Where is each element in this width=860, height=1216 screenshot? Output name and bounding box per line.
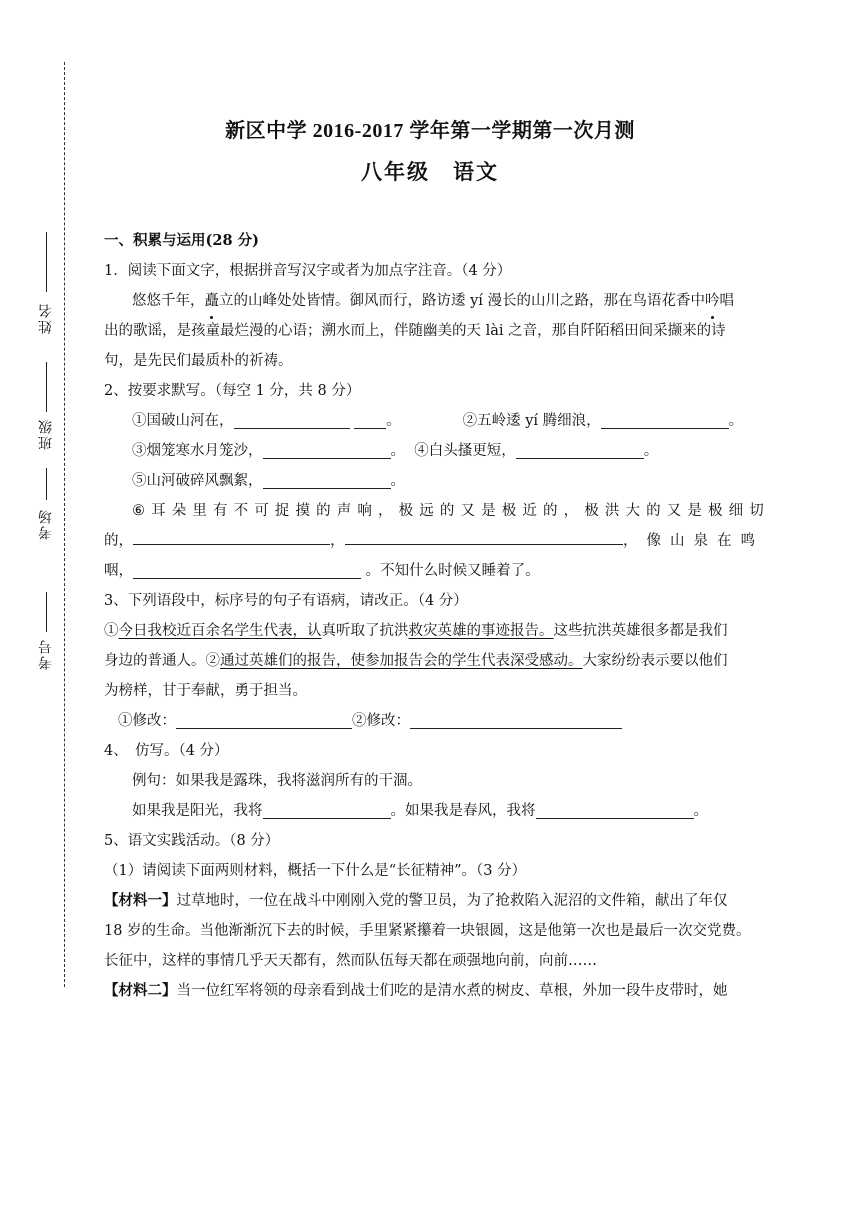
q1-stem: 1．阅读下面文字，根据拼音写汉字或者为加点字注音。（4 分） [104, 263, 512, 279]
q2-item-6-char: 不 [233, 503, 249, 519]
name-field [34, 232, 58, 344]
q3-fix-1-label: ①修改： [118, 713, 176, 729]
q2-item-6-part-c: ，像山泉在鸣 [623, 533, 764, 549]
q5-material-1-text-1: 过草地时，一位在战斗中刚刚入党的警卫员，为了抢救陷入泥沼的文件箱，献出了年仅 [176, 893, 728, 909]
binding-dashed-line [64, 62, 65, 987]
q2-item-4-end: 。 [643, 443, 659, 459]
q2-item-6-char: 又 [666, 503, 682, 519]
exam-content [104, 226, 764, 1006]
q3-fix-1-blank[interactable] [176, 710, 352, 729]
class-field-label: 班级 [38, 418, 54, 450]
q2-item-6-char: 极 [708, 503, 723, 519]
q5-material-1-line-1 [104, 886, 764, 916]
q2-blank-3[interactable] [263, 440, 391, 459]
q3-text-2b: 大家纷纷表示要以他们 [582, 653, 728, 669]
q1-passage-line-2: 出的歌谣，是孩童最烂漫的心语；溯水而上，伴随幽美的天 lài 之音，那自阡陌稻田间采撷来的诗 [104, 323, 726, 339]
q5-material-2-text-1: 当一位红军将领的母亲看到战士们吃的是清水煮的树皮、草根，外加一段牛皮带时，她 [176, 983, 728, 999]
q3-fix-2-label: ②修改： [352, 713, 410, 729]
q2-item-6-char: 朵 [171, 503, 187, 519]
q2-item-5-end: 。 [390, 473, 405, 489]
class-field [34, 362, 58, 474]
q3-fix-row [104, 706, 764, 736]
exam-subtitle: 八年级 语文 [361, 160, 499, 184]
q1-passage-line-3: 句，是先民们最质朴的祈祷。 [104, 353, 293, 369]
exam-number-field [34, 592, 58, 692]
room-field [34, 468, 58, 580]
q2-item-2: ②五岭逶 yí 腾细浪， [462, 413, 601, 429]
q2-row-2 [104, 436, 764, 466]
q1-passage-line-1 [104, 286, 764, 316]
q5-material-1-line-2: 18 岁的生命。当他渐渐沉下去的时候，手里紧紧攥着一块银圆，这是他第一次也是最后一次交党费。 [104, 923, 751, 939]
q2-blank-6b[interactable] [345, 526, 623, 545]
exam-number-field-line [46, 592, 47, 632]
q2-item-6-char: 可 [254, 503, 269, 519]
q2-row-6 [104, 556, 764, 586]
q4-example: 例句：如果我是露珠，我将滋润所有的干涸。 [132, 773, 422, 789]
q5-sub-1: （1）请阅读下面两则材料，概括一下什么是“长征精神”。（3 分） [104, 863, 527, 879]
q2-item-6-char: 近 [522, 503, 537, 519]
q2-item-6-part-d: 咽， [104, 563, 133, 579]
q4-blank-2[interactable] [536, 800, 694, 819]
q3-marker-1: ① [104, 623, 119, 639]
q2-item-1-end: 。 [386, 413, 401, 429]
q2-item-4: ④白头搔更短， [414, 443, 516, 459]
q2-item-6-char: 声 [336, 503, 352, 519]
q2-item-3-end: 。 [390, 443, 405, 459]
q4-blank-1[interactable] [263, 800, 391, 819]
q2-blank-4[interactable] [516, 440, 644, 459]
q2-item-6-char: 的 [316, 503, 331, 519]
exam-number-field-label: 考号 [38, 638, 54, 670]
q2-item-6-char: 的 [439, 503, 455, 519]
q2-item-6-char: 是 [481, 503, 496, 519]
q5-material-1-line-3: 长征中，这样的事情几乎天天都有，然而队伍每天都在顽强地向前，向前…… [104, 953, 597, 969]
exam-title: 新区中学 2016-2017 学年第一学期第一次月测 [225, 120, 635, 142]
q1-dotted-char-2: 吟 [705, 286, 720, 316]
q4-answer-row [104, 796, 764, 826]
q4-text-b: 。如果我是春风，我将 [390, 803, 536, 819]
q2-item-6-char: 切 [749, 503, 764, 519]
q1-text-a: 悠悠千年， [132, 293, 205, 309]
q5-stem: 5、语文实践活动。（8 分） [104, 833, 280, 849]
q3-passage-line-3: 为榜样，甘于奉献，勇于担当。 [104, 683, 307, 699]
q2-item-6-line [132, 496, 764, 526]
q2-item-6-char: 里 [192, 503, 207, 519]
q2-item-6-char: 又 [460, 503, 475, 519]
q2-item-6-char: 极 [584, 503, 599, 519]
q2-item-6-part-a: 的， [104, 533, 133, 549]
q3-underlined-1b: 救灾英雄的事迹报告。 [408, 623, 554, 639]
q4-text-a: 如果我是阳光，我将 [132, 803, 263, 819]
q3-passage-line-1 [104, 616, 764, 646]
name-field-line [46, 232, 47, 292]
q3-stem: 3、下列语段中，标序号的句子有语病，请改正。（4 分） [104, 593, 468, 609]
q2-item-3: ③烟笼寒水月笼沙， [132, 443, 263, 459]
q1-dotted-char-1: 矗 [205, 286, 220, 316]
q3-text-2a: 身边的普通人。② [104, 653, 220, 669]
q2-item-6-char: 有 [213, 503, 228, 519]
q2-item-6-char: ， [563, 503, 579, 519]
q2-item-6-char: 捉 [274, 503, 290, 519]
q3-underlined-2: 通过英雄们的报告，使参加报告会的学生代表深受感动。 [220, 653, 583, 669]
q2-row-5 [104, 526, 764, 556]
q2-item-6-char: 洪 [604, 503, 620, 519]
q2-item-6-part-b: ， [330, 533, 345, 549]
q2-blank-2[interactable] [601, 410, 729, 429]
q5-material-2-label: 【材料二】 [104, 982, 177, 999]
q2-item-6-char: 大 [625, 503, 640, 519]
room-field-line [46, 468, 47, 500]
q2-item-6-char: 摸 [295, 503, 310, 519]
class-field-line [46, 362, 47, 412]
q2-row-1 [104, 406, 764, 436]
q3-text-1b: 真听取了抗洪 [321, 623, 409, 639]
room-field-label: 考场 [38, 508, 54, 540]
q2-stem: 2、按要求默写。（每空 1 分，共 8 分） [104, 383, 361, 399]
q1-text-b: 立的山峰处处皆情。御风而行，路访逶 yí 漫长的山川之路，那在鸟语花香中 [219, 293, 706, 309]
q2-item-6-char: 细 [728, 503, 744, 519]
q2-blank-5[interactable] [263, 470, 391, 489]
section-heading: 一、积累与运用(28 分) [104, 232, 259, 249]
q2-blank-6a[interactable] [133, 526, 330, 545]
q2-item-6-char: 远 [419, 503, 434, 519]
q2-item-6-char: 的 [543, 503, 558, 519]
q2-item-6-char: ， [378, 503, 393, 519]
q2-item-6-char: 是 [687, 503, 702, 519]
q2-item-6-char: 响 [357, 503, 372, 519]
q2-item-6-char: 的 [646, 503, 661, 519]
q2-blank-1b[interactable] [354, 410, 386, 429]
q2-blank-1[interactable] [234, 410, 350, 429]
q2-row-3 [104, 466, 764, 496]
q2-item-5: ⑤山河破碎风飘絮， [132, 473, 263, 489]
name-field-label: 姓名 [38, 302, 54, 334]
q3-passage-line-2 [104, 646, 764, 676]
q5-material-1-label: 【材料一】 [104, 892, 177, 909]
q2-row-4 [104, 496, 764, 526]
q4-text-c: 。 [693, 803, 708, 819]
q3-fix-2-blank[interactable] [410, 710, 622, 729]
q4-stem: 4、 仿写。（4 分） [104, 743, 229, 759]
q2-item-6-char: 极 [501, 503, 517, 519]
q2-item-6-part-e: 。不知什么时候又睡着了。 [365, 563, 540, 579]
q3-underlined-1a: 今日我校近百余名学生代表，认 [118, 623, 322, 639]
q1-text-c: 唱 [719, 293, 735, 309]
q2-item-2-end: 。 [728, 413, 744, 429]
q2-item-6-char: 极 [398, 503, 414, 519]
q2-item-6-char: ⑥ [132, 503, 145, 519]
q5-material-2-line-1 [104, 976, 764, 1006]
q2-item-1: ①国破山河在， [132, 413, 234, 429]
q2-blank-6c[interactable] [133, 560, 361, 579]
q2-item-6-char: 耳 [151, 503, 166, 519]
q3-text-1c: 这些抗洪英雄很多都是我们 [553, 623, 728, 639]
